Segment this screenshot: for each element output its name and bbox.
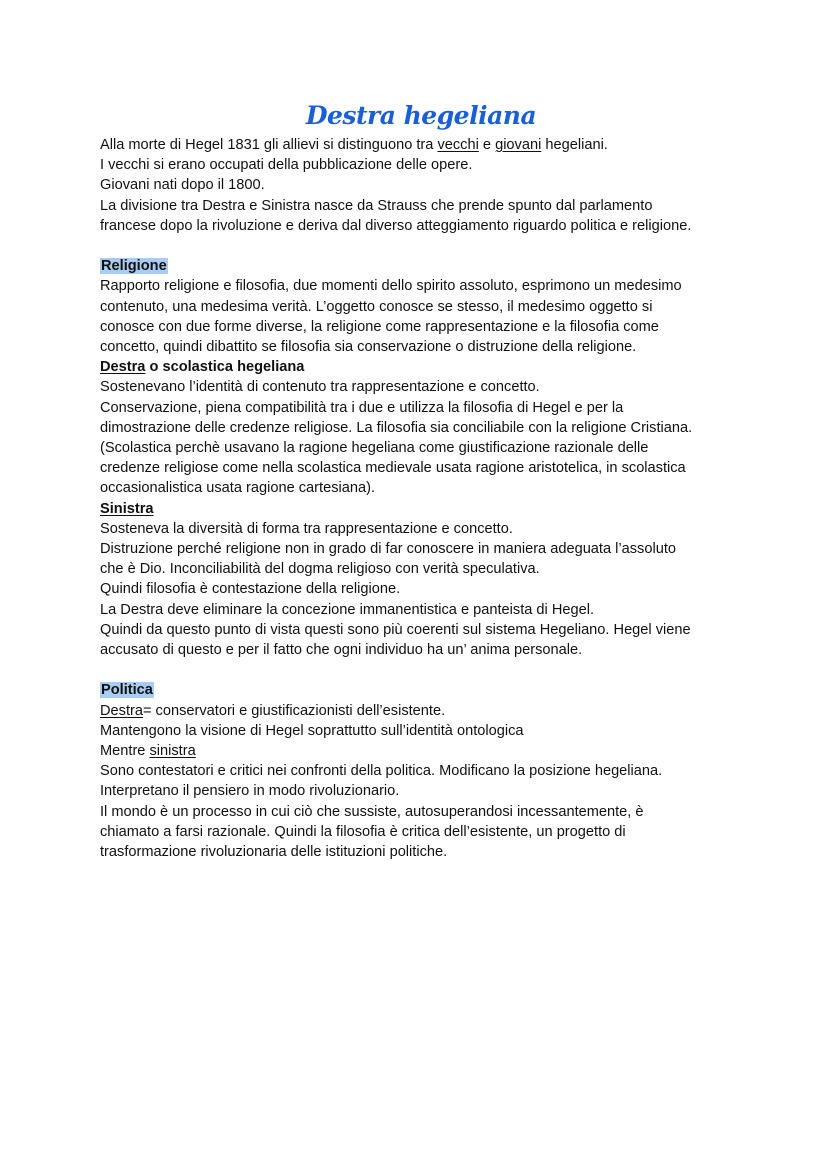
paragraph-line xyxy=(100,701,740,721)
underlined-word-destra: Destra xyxy=(100,702,143,719)
spacer xyxy=(100,236,740,256)
underlined-word-vecchi: vecchi xyxy=(437,137,479,153)
intro-line: I vecchi si erano occupati della pubblicazione delle opere. xyxy=(100,157,473,174)
paragraph-line: Sono contestatori e critici nei confronti della politica. Modificano la posizione hegeliana. xyxy=(100,763,663,780)
paragraph-line: La Destra deve eliminare la concezione immanentistica e panteista di Hegel. xyxy=(100,601,595,618)
paragraph-line: Sostenevano l’identità di contenuto tra rappresentazione e concetto. xyxy=(100,379,540,396)
intro-section xyxy=(100,135,740,236)
intro-line xyxy=(100,135,740,155)
paragraph-line: che è Dio. Inconciliabilità del dogma religioso con verità speculativa. xyxy=(100,561,540,578)
document-title: Destra hegeliana xyxy=(305,101,537,130)
intro-line: Giovani nati dopo il 1800. xyxy=(100,177,265,194)
paragraph-line: accusato di questo e per il fatto che ogni individuo ha un’ anima personale. xyxy=(100,642,583,659)
paragraph-line: contenuto, una medesima verità. L’oggetto conosce se stesso, il medesimo oggetto si xyxy=(100,298,653,315)
politica-section xyxy=(100,680,740,862)
text: hegeliani. xyxy=(541,137,608,153)
underlined-word-sinistra: sinistra xyxy=(149,743,196,760)
subheading-sinistra xyxy=(100,499,740,519)
paragraph-line: Il mondo è un processo in cui ciò che sussiste, autosuperandosi incessantemente, è xyxy=(100,803,644,820)
paragraph-line: Rapporto religione e filosofia, due momenti dello spirito assoluto, esprimono un medesimo xyxy=(100,278,682,295)
paragraph-line: Conservazione, piena compatibilità tra i due e utilizza la filosofia di Hegel e per la xyxy=(100,399,624,416)
section-heading-politica xyxy=(100,680,740,700)
paragraph-line: Distruzione perché religione non in grado di far conoscere in maniera adeguata l’assoluto xyxy=(100,541,676,558)
text: o scolastica hegeliana xyxy=(145,359,305,376)
highlighted-heading: Religione xyxy=(101,258,167,275)
text: Alla morte di Hegel 1831 gli allievi si distinguono tra xyxy=(100,137,438,153)
intro-line: francese dopo la rivoluzione e deriva dal diverso atteggiamento riguardo politica e religione. xyxy=(100,217,692,234)
paragraph-line: Mantengono la visione di Hegel soprattutto sull’identità ontologica xyxy=(100,722,524,739)
paragraph-line: Quindi filosofia è contestazione della religione. xyxy=(100,581,401,598)
text: = conservatori e giustificazionisti dell’esistente. xyxy=(142,702,446,719)
document-page xyxy=(100,98,740,862)
underlined-word-giovani: giovani xyxy=(495,137,542,153)
section-heading-religione xyxy=(100,256,740,276)
paragraph-line: credenze religiose come nella scolastica medievale usata ragione aristotelica, in scolastica xyxy=(100,460,686,477)
underlined-word-sinistra: Sinistra xyxy=(100,500,154,517)
religione-section xyxy=(100,256,740,660)
text: Mentre xyxy=(100,743,150,760)
underlined-word-destra: Destra xyxy=(100,359,146,376)
paragraph-line: (Scolastica perchè usavano la ragione hegeliana come giustificazione razionale delle xyxy=(100,440,649,457)
paragraph-line: dimostrazione delle credenze religiose. La filosofia sia conciliabile con la religione Cristiana. xyxy=(100,419,693,436)
spacer xyxy=(100,660,740,680)
intro-line: La divisione tra Destra e Sinistra nasce da Strauss che prende spunto dal parlamento xyxy=(100,197,653,214)
paragraph-line xyxy=(100,741,740,761)
paragraph-line: Quindi da questo punto di vista questi sono più coerenti sul sistema Hegeliano. Hegel viene xyxy=(100,621,691,638)
paragraph-line: conosce con due forme diverse, la religione come rappresentazione e la filosofia come xyxy=(100,318,659,335)
paragraph-line: chiamato a farsi razionale. Quindi la filosofia è critica dell’esistente, un progetto di xyxy=(100,823,626,840)
paragraph-line: concetto, quindi dibattito se filosofia sia conservazione o distruzione della religione. xyxy=(100,339,637,356)
paragraph-line: occasionalistica usata ragione cartesiana). xyxy=(100,480,376,497)
subheading-destra xyxy=(100,357,740,377)
text: e xyxy=(478,137,496,153)
paragraph-line: Interpretano il pensiero in modo rivoluzionario. xyxy=(100,783,400,800)
paragraph-line: trasformazione rivoluzionaria delle istituzioni politiche. xyxy=(100,844,448,861)
paragraph-line: Sosteneva la diversità di forma tra rappresentazione e concetto. xyxy=(100,520,513,537)
highlighted-heading: Politica xyxy=(101,682,153,699)
